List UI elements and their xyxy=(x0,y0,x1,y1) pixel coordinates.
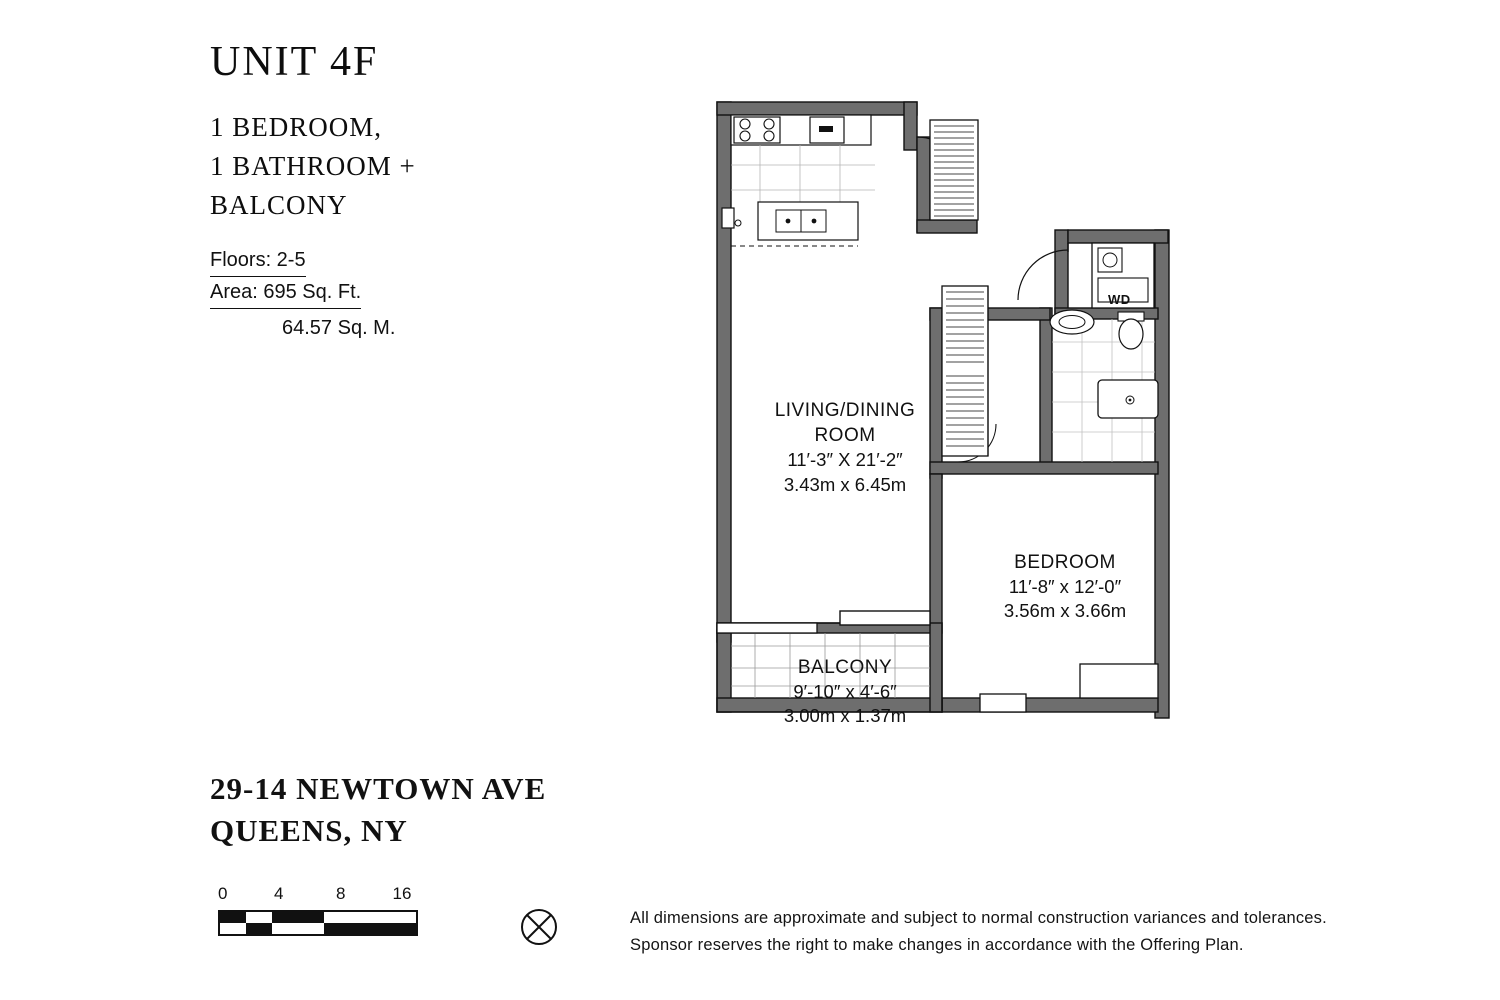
scale-tick-4: 4 xyxy=(274,884,284,903)
area-row xyxy=(210,277,670,309)
scale-tick-0: 0 xyxy=(218,884,228,903)
room-label-balcony xyxy=(745,655,945,729)
disclaimer-line-1: All dimensions are approximate and subject to normal construction variances and tolerances. xyxy=(630,909,1327,927)
area-label: Area: 695 Sq. Ft. xyxy=(210,277,361,309)
unit-description-line-3: BALCONY xyxy=(210,190,348,221)
washer-dryer-label: WD xyxy=(1108,292,1131,307)
scale-segment-2 xyxy=(246,923,272,934)
balcony-dim-metric: 3.00m x 1.37m xyxy=(783,705,907,727)
scale-bar xyxy=(218,884,433,936)
address-line-2: QUEENS, NY xyxy=(210,812,408,848)
unit-meta xyxy=(210,245,670,343)
floors-row xyxy=(210,245,670,277)
page-title: UNIT 4F xyxy=(210,39,379,85)
scale-tick-labels xyxy=(218,884,433,904)
north-arrow-icon xyxy=(518,906,560,948)
room-label-bedroom xyxy=(965,550,1165,624)
floors-label: Floors: 2-5 xyxy=(210,245,306,277)
scale-segment-1 xyxy=(220,912,246,923)
living-room-dim-imperial: 11′-3″ X 21′-2″ xyxy=(787,449,903,471)
scale-tick-16: 16 xyxy=(392,884,412,903)
bedroom-dim-imperial: 11′-8″ x 12′-0″ xyxy=(1008,576,1122,598)
unit-description-line-2: 1 BATHROOM + xyxy=(210,151,416,182)
area-metric-row xyxy=(210,313,670,343)
scale-segment-4 xyxy=(324,923,416,934)
balcony-name: BALCONY xyxy=(797,657,893,678)
address-line-1: 29-14 NEWTOWN AVE xyxy=(210,771,547,806)
bedroom-name: BEDROOM xyxy=(1014,552,1116,573)
disclaimer-line-2: Sponsor reserves the right to make changes in accordance with the Offering Plan. xyxy=(630,936,1244,955)
area-metric-label: 64.57 Sq. M. xyxy=(282,317,396,340)
living-room-dim-metric: 3.43m x 6.45m xyxy=(783,473,907,495)
unit-description-line-1: 1 BEDROOM, xyxy=(210,112,383,142)
living-room-name: LIVING/DINING xyxy=(774,400,916,421)
disclaimer-text xyxy=(630,905,1370,959)
room-label-living-dining xyxy=(745,398,945,497)
scale-bar-graphic xyxy=(218,910,418,936)
living-room-name-2: ROOM xyxy=(814,425,876,447)
title-block xyxy=(210,38,670,343)
bedroom-dim-metric: 3.56m x 3.66m xyxy=(1003,600,1127,622)
unit-description xyxy=(210,108,670,225)
balcony-dim-imperial: 9′-10″ x 4′-6″ xyxy=(793,681,897,703)
building-address xyxy=(210,768,546,852)
scale-segment-3 xyxy=(272,912,324,923)
scale-tick-8: 8 xyxy=(336,884,346,903)
